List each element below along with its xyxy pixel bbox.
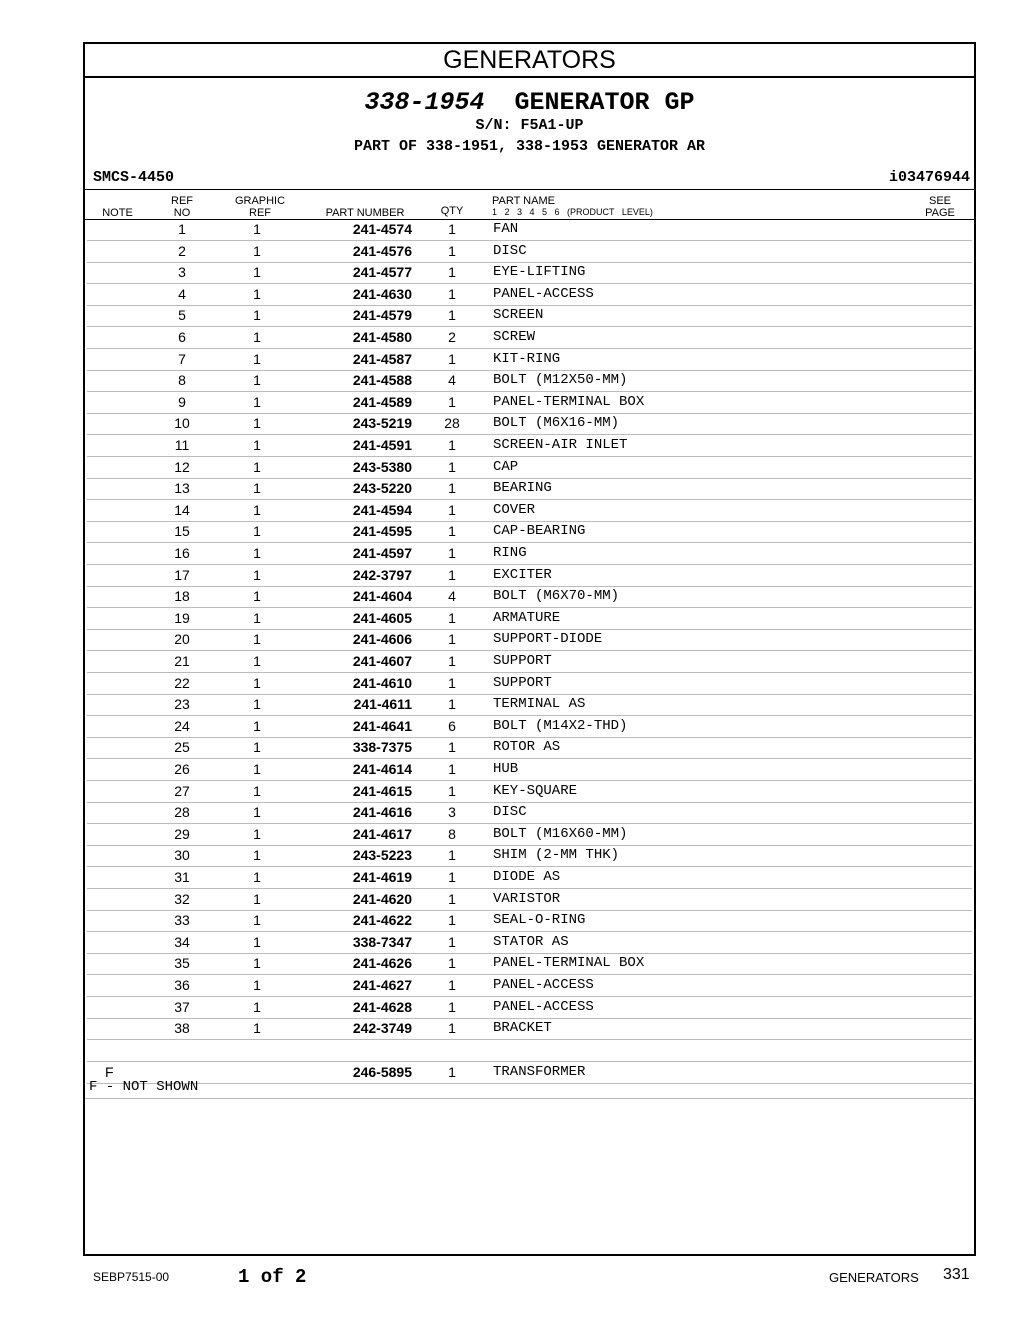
graphic-ref-cell: 1 [253,869,261,885]
header-graphic-top: GRAPHIC [234,195,286,207]
qty-cell: 1 [448,890,456,907]
graphic-ref-cell: 1 [253,674,261,691]
graphic-ref-cell: 1 [253,329,261,345]
part-number-cell: 241-4605 [352,609,412,626]
group-title [85,89,974,117]
header-product-levels: 1 2 3 4 5 6 (PRODUCT LEVEL) [492,207,653,217]
graphic-ref-cell: 1 [253,825,261,842]
graphic-ref-cell: 1 [253,998,261,1015]
ref-no-cell: 38 [174,1020,190,1037]
table-row [87,737,972,759]
ref-no-cell: 21 [174,653,190,669]
graphic-ref-cell: 1 [253,739,261,756]
graphic-ref-cell: 1 [253,501,261,518]
table-row [87,478,972,500]
graphic-ref-cell: 1 [253,545,261,561]
part-name-cell: CAP [493,458,519,475]
graphic-ref-cell: 1 [253,804,261,821]
part-name-cell: BEARING [493,480,552,497]
footnote-divider [85,1098,974,1099]
note-cell: F [105,1064,114,1081]
ref-no-cell: 10 [174,415,190,432]
qty-cell: 4 [448,588,456,605]
ref-no-cell: 8 [178,372,186,389]
qty-cell: 1 [448,307,456,324]
part-number-cell: 243-5223 [352,847,412,864]
ref-no-cell: 2 [178,242,186,259]
qty-cell: 1 [448,847,456,864]
graphic-ref-cell: 1 [253,933,261,950]
graphic-ref-cell: 1 [253,285,261,302]
qty-cell: 1 [448,393,456,410]
qty-cell: 1 [448,998,456,1015]
part-of: PART OF 338-1951, 338-1953 GENERATOR AR [353,138,706,155]
qty-cell: 1 [448,869,456,885]
ref-no-cell: 37 [174,998,190,1015]
part-number-cell: 241-4628 [352,998,412,1015]
header-note: NOTE [102,207,133,219]
graphic-ref-cell: 1 [253,588,261,605]
graphic-ref-cell: 1 [253,350,261,367]
graphic-ref-cell: 1 [253,437,261,453]
graphic-ref-cell: 1 [253,653,261,669]
ref-no-cell: 20 [174,631,190,648]
ref-no-cell: 5 [178,307,186,324]
part-name-cell: STATOR AS [493,933,569,950]
qty-cell: 1 [448,1064,456,1081]
graphic-ref-cell: 1 [253,782,261,799]
table-row [87,889,972,911]
qty-cell: 1 [448,933,456,950]
section-title: GENERATORS [85,44,974,78]
part-number-cell: 241-4619 [352,869,412,885]
part-name-cell: SEAL-O-RING [493,912,586,929]
qty-cell: 1 [448,696,456,713]
illustration-id: i03476944 [888,169,970,186]
graphic-ref-cell: 1 [253,717,261,734]
qty-cell: 1 [448,912,456,929]
part-number-cell: 242-3797 [352,566,412,583]
qty-cell: 8 [448,825,456,842]
part-name-cell: PANEL-ACCESS [493,977,594,993]
table-row [87,975,972,997]
qty-cell: 3 [448,804,456,821]
part-number-cell: 241-4626 [352,955,412,972]
ref-no-cell: 30 [174,847,190,864]
part-number-cell: 243-5380 [352,458,412,475]
header-see-top: SEE [928,195,951,207]
ref-no-cell: 25 [174,739,190,756]
part-name-cell: BOLT (M14X2-THD) [493,717,628,734]
part-number-cell: 241-4595 [352,523,412,540]
part-name-cell: HUB [493,761,519,777]
table-row [87,608,972,630]
part-number-cell: 243-5219 [352,415,412,432]
table-row [87,586,972,608]
ref-no-cell: 3 [178,264,186,281]
table-row [87,910,972,932]
smcs-code: SMCS-4450 [93,169,175,186]
ref-no-cell: 34 [174,933,190,950]
group-name: GENERATOR GP [514,88,695,117]
qty-cell: 1 [448,761,456,777]
graphic-ref-cell: 1 [253,458,261,475]
graphic-ref-cell: 1 [253,415,261,432]
ref-no-cell: 17 [174,566,190,583]
graphic-ref-cell: 1 [253,890,261,907]
serial-number: S/N: F5A1-UP [475,117,584,134]
graphic-ref-cell: 1 [253,566,261,583]
graphic-ref-cell: 1 [253,480,261,497]
graphic-ref-cell: 1 [253,696,261,713]
ref-no-cell: 23 [174,696,190,713]
qty-cell: 2 [448,329,456,345]
part-name-cell: PANEL-TERMINAL BOX [493,393,645,410]
qty-cell: 28 [444,415,460,432]
table-row [87,673,972,695]
table-row [87,219,972,241]
ref-no-cell: 33 [174,912,190,929]
graphic-ref-cell: 1 [253,523,261,540]
part-number-cell: 241-4610 [352,674,412,691]
part-number-cell: 241-4580 [352,329,412,345]
graphic-ref-cell: 1 [253,977,261,993]
header-divider [85,189,974,190]
ref-no-cell: 36 [174,977,190,993]
part-number-cell: 241-4616 [352,804,412,821]
part-name-cell: EXCITER [493,566,552,583]
header-qty: QTY [440,205,464,217]
part-name-cell: BOLT (M16X60-MM) [493,825,628,842]
qty-cell: 1 [448,631,456,648]
part-name-cell: TRANSFORMER [493,1064,586,1081]
part-number-cell: 241-4589 [352,393,412,410]
qty-cell: 1 [448,242,456,259]
part-name-cell: DISC [493,242,527,259]
table-row [87,284,972,306]
ref-no-cell: 7 [178,350,186,367]
qty-cell: 1 [448,480,456,497]
part-number-cell: 241-4607 [352,653,412,669]
part-number-cell: 241-4588 [352,372,412,389]
footnote: F - NOT SHOWN [89,1079,199,1095]
part-number-cell: 241-4574 [352,221,412,237]
part-name-cell: KIT-RING [493,350,561,367]
part-name-cell: ARMATURE [493,609,561,626]
table-row [87,824,972,846]
part-name-cell: ROTOR AS [493,739,561,756]
qty-cell: 1 [448,264,456,281]
ref-no-cell: 28 [174,804,190,821]
table-row [87,932,972,954]
part-name-cell: SUPPORT [493,653,552,669]
part-name-cell: DISC [493,804,527,821]
table-row [87,435,972,457]
part-name-cell: SHIM (2-MM THK) [493,847,620,864]
graphic-ref-cell: 1 [253,372,261,389]
table-row [87,694,972,716]
part-number-cell: 241-4577 [352,264,412,281]
qty-cell: 1 [448,501,456,518]
qty-cell: 1 [448,674,456,691]
graphic-ref-cell: 1 [253,847,261,864]
ref-no-cell: 19 [174,609,190,626]
table-row [87,867,972,889]
ref-no-cell: 24 [174,717,190,734]
table-row [87,521,972,543]
qty-cell: 1 [448,782,456,799]
table-row [87,565,972,587]
qty-cell: 1 [448,523,456,540]
qty-cell: 1 [448,955,456,972]
qty-cell: 1 [448,653,456,669]
part-name-cell: SCREEN [493,307,544,324]
table-row [87,241,972,263]
table-row [87,716,972,738]
graphic-ref-cell: 1 [253,1020,261,1037]
table-row [87,781,972,803]
part-name-cell: BOLT (M6X70-MM) [493,588,620,605]
graphic-ref-cell: 1 [253,761,261,777]
part-name-cell: DIODE AS [493,869,561,885]
table-row [87,1018,972,1040]
table-row [87,651,972,673]
part-number-cell: 241-4597 [352,545,412,561]
ref-no-cell: 29 [174,825,190,842]
qty-cell: 1 [448,285,456,302]
qty-cell: 1 [448,458,456,475]
part-number-cell: 241-4622 [352,912,412,929]
part-name-cell: SUPPORT-DIODE [493,631,603,648]
header-ref-bottom: NO [173,207,191,219]
header-graphic-bottom: REF [249,207,271,219]
graphic-ref-cell: 1 [253,307,261,324]
header-part-number: PART NUMBER [325,207,405,219]
part-name-cell: BOLT (M12X50-MM) [493,372,628,389]
graphic-ref-cell: 1 [253,221,261,237]
table-row [87,1062,972,1084]
qty-cell: 1 [448,350,456,367]
table-row [87,327,972,349]
part-number-cell: 241-4617 [352,825,412,842]
page-frame [83,42,976,1256]
part-number-cell: 241-4614 [352,761,412,777]
part-name-cell: TERMINAL AS [493,696,586,713]
part-number-cell: 241-4611 [353,696,412,713]
table-row [87,802,972,824]
part-name-cell: KEY-SQUARE [493,782,578,799]
table-row [87,997,972,1019]
header-ref-top: REF [171,195,193,207]
ref-no-cell: 9 [178,393,186,410]
graphic-ref-cell: 1 [253,393,261,410]
page-number: 331 [943,1266,970,1283]
ref-no-cell: 11 [174,437,190,453]
part-number-cell: 241-4627 [352,977,412,993]
graphic-ref-cell: 1 [253,631,261,648]
part-number-cell: 246-5895 [352,1064,412,1081]
part-number-cell: 243-5220 [352,480,412,497]
ref-no-cell: 14 [174,501,190,518]
qty-cell: 6 [448,717,456,734]
graphic-ref-cell: 1 [253,955,261,972]
table-row [87,305,972,327]
table-row [87,543,972,565]
ref-no-cell: 4 [178,285,186,302]
footer-section: GENERATORS [829,1270,919,1285]
ref-no-cell: 35 [174,955,190,972]
table-row [87,392,972,414]
part-name-cell: SCREW [493,329,536,345]
part-number-cell: 241-4604 [352,588,412,605]
qty-cell: 1 [448,609,456,626]
qty-cell: 1 [448,566,456,583]
qty-cell: 1 [448,1020,456,1037]
table-row [87,413,972,435]
part-number-cell: 241-4630 [352,285,412,302]
ref-no-cell: 15 [174,523,190,540]
ref-no-cell: 31 [174,869,190,885]
qty-cell: 1 [448,437,456,453]
part-number-cell: 242-3749 [352,1020,412,1037]
part-name-cell: SCREEN-AIR INLET [493,437,628,453]
document-id: SEBP7515-00 [93,1270,170,1284]
part-number-cell: 241-4606 [352,631,412,648]
part-number-cell: 241-4620 [352,890,412,907]
part-name-cell: PANEL-TERMINAL BOX [493,955,645,972]
part-name-cell: COVER [493,501,536,518]
part-number-cell: 338-7347 [352,933,412,950]
graphic-ref-cell: 1 [253,242,261,259]
part-name-cell: CAP-BEARING [493,523,586,540]
ref-no-cell: 6 [178,329,186,345]
part-name-cell: PANEL-ACCESS [493,998,594,1015]
qty-cell: 1 [448,221,456,237]
table-row [87,1040,972,1062]
graphic-ref-cell: 1 [253,264,261,281]
ref-no-cell: 18 [174,588,190,605]
qty-cell: 1 [448,545,456,561]
group-part-number: 338-1954 [364,88,485,117]
qty-cell: 4 [448,372,456,389]
graphic-ref-cell: 1 [253,609,261,626]
table-row [87,262,972,284]
page-of: 1 of 2 [238,1266,307,1288]
part-number-cell: 241-4641 [352,717,412,734]
qty-cell: 1 [448,739,456,756]
part-name-cell: FAN [493,221,519,237]
ref-no-cell: 22 [174,674,190,691]
part-number-cell: 241-4579 [352,307,412,324]
table-row [87,457,972,479]
part-name-cell: EYE-LIFTING [493,264,586,281]
table-row [87,500,972,522]
part-name-cell: VARISTOR [493,890,561,907]
header-see-bottom: PAGE [925,207,955,219]
part-number-cell: 241-4615 [352,782,412,799]
part-number-cell: 241-4576 [352,242,412,259]
header-part-name: PART NAME [492,195,555,207]
table-row [87,370,972,392]
ref-no-cell: 12 [174,458,190,475]
part-number-cell: 241-4594 [352,501,412,518]
ref-no-cell: 27 [174,782,190,799]
table-row [87,349,972,371]
ref-no-cell: 26 [174,761,190,777]
graphic-ref-cell: 1 [253,912,261,929]
table-row [87,629,972,651]
part-name-cell: BOLT (M6X16-MM) [493,415,620,432]
qty-cell: 1 [448,977,456,993]
ref-no-cell: 1 [178,221,186,237]
part-name-cell: SUPPORT [493,674,552,691]
table-row [87,845,972,867]
part-name-cell: BRACKET [493,1020,552,1037]
table-row [87,759,972,781]
part-name-cell: PANEL-ACCESS [493,285,594,302]
table-row [87,953,972,975]
part-number-cell: 241-4591 [352,437,412,453]
part-number-cell: 241-4587 [352,350,412,367]
ref-no-cell: 16 [174,545,190,561]
part-name-cell: RING [493,545,527,561]
part-number-cell: 338-7375 [352,739,412,756]
ref-no-cell: 13 [174,480,190,497]
ref-no-cell: 32 [174,890,190,907]
